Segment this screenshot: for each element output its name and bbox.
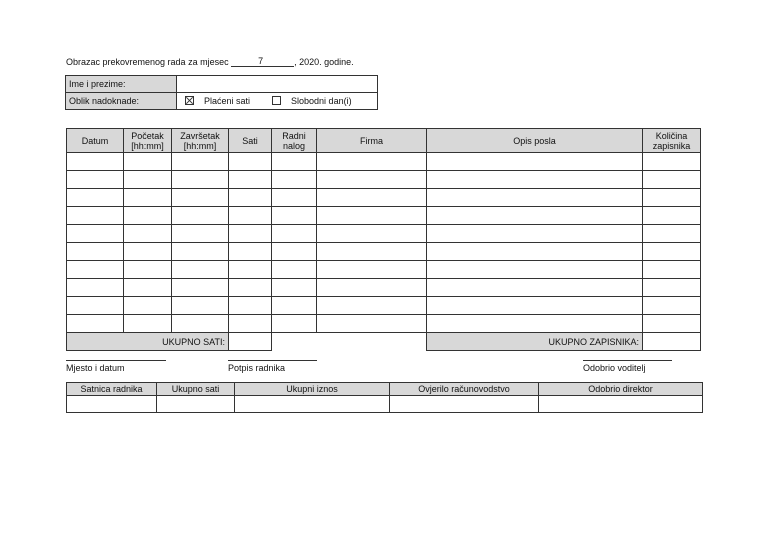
cell-work-order[interactable] [272, 297, 317, 315]
cell-record-count[interactable] [643, 153, 701, 171]
month-field[interactable] [231, 56, 294, 67]
place-date-label: Mjesto i datum [66, 363, 125, 373]
summary-header-director: Odobrio direktor [539, 383, 703, 396]
cell-job-description[interactable] [427, 261, 643, 279]
cell-company[interactable] [317, 297, 427, 315]
cell-end[interactable] [172, 279, 229, 297]
days-off-label: Slobodni dan(i) [291, 96, 352, 106]
month-value: 7 [258, 56, 264, 66]
cell-start[interactable] [124, 297, 172, 315]
cell-company[interactable] [317, 243, 427, 261]
compensation-label: Oblik nadoknade: [66, 93, 177, 110]
cell-date[interactable] [67, 189, 124, 207]
cell-company[interactable] [317, 189, 427, 207]
cell-end[interactable] [172, 297, 229, 315]
cell-start[interactable] [124, 261, 172, 279]
summary-header-accounting: Ovjerilo računovodstvo [390, 383, 539, 396]
cell-job-description[interactable] [427, 243, 643, 261]
cell-hours[interactable] [229, 189, 272, 207]
name-field[interactable] [177, 76, 378, 93]
total-hours-label: UKUPNO SATI: [67, 333, 229, 351]
cell-company[interactable] [317, 207, 427, 225]
cell-date[interactable] [67, 207, 124, 225]
cell-end[interactable] [172, 243, 229, 261]
cell-date[interactable] [67, 243, 124, 261]
cell-end[interactable] [172, 261, 229, 279]
title-suffix: , 2020. godine. [294, 57, 354, 67]
cell-job-description[interactable] [427, 189, 643, 207]
cell-end[interactable] [172, 153, 229, 171]
cell-start[interactable] [124, 153, 172, 171]
cell-work-order[interactable] [272, 261, 317, 279]
manager-signature-label: Odobrio voditelj [583, 363, 646, 373]
cell-hours[interactable] [229, 207, 272, 225]
table-row [67, 279, 701, 297]
summary-rate-cell[interactable] [67, 396, 157, 413]
cell-hours[interactable] [229, 153, 272, 171]
cell-hours[interactable] [229, 225, 272, 243]
table-row [67, 315, 701, 333]
cell-hours[interactable] [229, 171, 272, 189]
manager-signature-line[interactable] [583, 360, 672, 361]
cell-record-count[interactable] [643, 207, 701, 225]
cell-job-description[interactable] [427, 171, 643, 189]
summary-accounting-cell[interactable] [390, 396, 539, 413]
overtime-table [66, 128, 701, 351]
cell-job-description[interactable] [427, 207, 643, 225]
paid-hours-label: Plaćeni sati [204, 96, 251, 106]
cell-record-count[interactable] [643, 315, 701, 333]
cell-company[interactable] [317, 225, 427, 243]
cell-start[interactable] [124, 225, 172, 243]
cell-end[interactable] [172, 189, 229, 207]
cell-date[interactable] [67, 315, 124, 333]
header-date: Datum [67, 129, 124, 153]
table-row [67, 153, 701, 171]
table-row [67, 171, 701, 189]
total-hours-value[interactable] [229, 333, 272, 351]
cell-end[interactable] [172, 315, 229, 333]
cell-work-order[interactable] [272, 153, 317, 171]
paid-hours-checkbox[interactable] [185, 96, 194, 105]
total-records-label: UKUPNO ZAPISNIKA: [427, 333, 643, 351]
cell-date[interactable] [67, 261, 124, 279]
table-row [67, 207, 701, 225]
cell-company[interactable] [317, 261, 427, 279]
title-prefix: Obrazac prekovremenog rada za mjesec [66, 57, 232, 67]
header-company: Firma [317, 129, 427, 153]
header-start: Početak [hh:mm] [124, 129, 172, 153]
employee-info-table [65, 75, 378, 110]
cell-work-order[interactable] [272, 279, 317, 297]
summary-amount-cell[interactable] [235, 396, 390, 413]
cell-job-description[interactable] [427, 315, 643, 333]
cell-record-count[interactable] [643, 171, 701, 189]
employee-signature-label: Potpis radnika [228, 363, 286, 373]
table-row [67, 225, 701, 243]
total-records-value[interactable] [643, 333, 701, 351]
summary-header-hours: Ukupno sati [157, 383, 235, 396]
cell-job-description[interactable] [427, 153, 643, 171]
cell-start[interactable] [124, 315, 172, 333]
header-record-count: Količina zapisnika [643, 129, 701, 153]
cell-start[interactable] [124, 207, 172, 225]
cell-hours[interactable] [229, 297, 272, 315]
header-work-order: Radni nalog [272, 129, 317, 153]
table-row [67, 243, 701, 261]
cell-company[interactable] [317, 315, 427, 333]
cell-date[interactable] [67, 171, 124, 189]
cell-date[interactable] [67, 153, 124, 171]
cell-record-count[interactable] [643, 261, 701, 279]
header-hours: Sati [229, 129, 272, 153]
cell-end[interactable] [172, 225, 229, 243]
cell-date[interactable] [67, 297, 124, 315]
cell-hours[interactable] [229, 315, 272, 333]
cell-start[interactable] [124, 243, 172, 261]
table-row [67, 297, 701, 315]
form-title [66, 56, 354, 67]
cell-hours[interactable] [229, 243, 272, 261]
table-row [67, 261, 701, 279]
header-job-description: Opis posla [427, 129, 643, 153]
spacer [272, 333, 427, 351]
cell-job-description[interactable] [427, 297, 643, 315]
cell-work-order[interactable] [272, 207, 317, 225]
cell-record-count[interactable] [643, 297, 701, 315]
cell-hours[interactable] [229, 279, 272, 297]
summary-director-cell[interactable] [539, 396, 703, 413]
place-date-line[interactable] [66, 360, 166, 361]
days-off-checkbox[interactable] [272, 96, 281, 105]
cell-start[interactable] [124, 171, 172, 189]
cell-work-order[interactable] [272, 189, 317, 207]
cell-record-count[interactable] [643, 189, 701, 207]
cell-hours[interactable] [229, 261, 272, 279]
header-end: Završetak [hh:mm] [172, 129, 229, 153]
summary-header-rate: Satnica radnika [67, 383, 157, 396]
summary-hours-cell[interactable] [157, 396, 235, 413]
cell-end[interactable] [172, 207, 229, 225]
summary-header-amount: Ukupni iznos [235, 383, 390, 396]
cell-end[interactable] [172, 171, 229, 189]
cell-company[interactable] [317, 279, 427, 297]
cell-work-order[interactable] [272, 243, 317, 261]
cell-job-description[interactable] [427, 279, 643, 297]
cell-record-count[interactable] [643, 279, 701, 297]
cell-job-description[interactable] [427, 225, 643, 243]
cell-start[interactable] [124, 189, 172, 207]
cell-work-order[interactable] [272, 225, 317, 243]
cell-record-count[interactable] [643, 243, 701, 261]
summary-table [66, 382, 703, 413]
cell-record-count[interactable] [643, 225, 701, 243]
cell-work-order[interactable] [272, 315, 317, 333]
employee-signature-line[interactable] [228, 360, 317, 361]
name-label: Ime i prezime: [66, 76, 177, 93]
cell-company[interactable] [317, 153, 427, 171]
table-row [67, 189, 701, 207]
cell-work-order[interactable] [272, 171, 317, 189]
cell-date[interactable] [67, 279, 124, 297]
cell-start[interactable] [124, 279, 172, 297]
cell-date[interactable] [67, 225, 124, 243]
cell-company[interactable] [317, 171, 427, 189]
compensation-options [177, 93, 378, 110]
